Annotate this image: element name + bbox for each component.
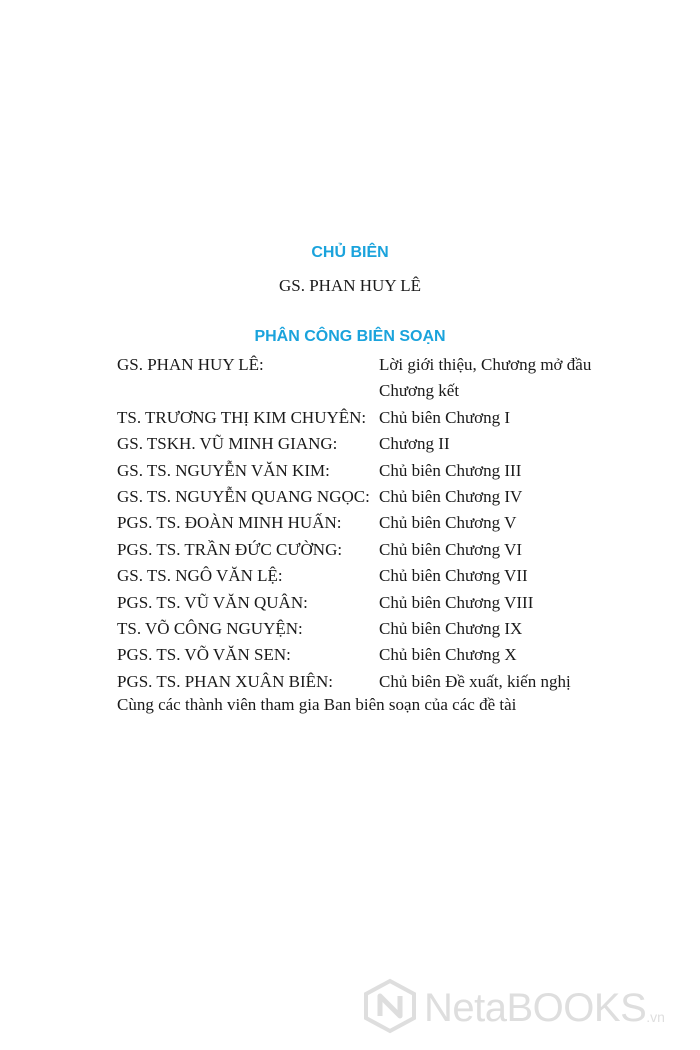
assignment-row (117, 510, 617, 536)
assignment-role: Lời giới thiệu, Chương mở đầu (379, 355, 592, 374)
assignment-person: PGS. TS. VŨ VĂN QUÂN: (117, 592, 308, 612)
editor-name: GS. PHAN HUY LÊ (279, 276, 421, 295)
assignment-person: PGS. TS. TRẦN ĐỨC CƯỜNG: (117, 539, 343, 559)
assignment-row (117, 378, 617, 404)
assignment-role: Chủ biên Chương IX (379, 619, 523, 639)
assignment-person: TS. VÕ CÔNG NGUYỆN: (117, 619, 303, 639)
assignment-person (117, 378, 379, 404)
assignment-person: GS. PHAN HUY LÊ: (117, 355, 264, 374)
assignment-row (117, 563, 617, 589)
assignment-role: Chủ biên Chương IV (379, 487, 523, 507)
assignment-row (117, 352, 617, 378)
assignment-role: Chủ biên Chương VIII (379, 592, 534, 612)
assignment-role: Chủ biên Đề xuất, kiến nghị (379, 671, 571, 691)
assignment-row (117, 642, 617, 668)
assignment-row (117, 405, 617, 431)
assignment-table (117, 352, 617, 695)
watermark-brand: NetaBOOKS (424, 985, 647, 1030)
assignment-heading: PHÂN CÔNG BIÊN SOẠN (254, 328, 446, 345)
assignment-role: Chủ biên Chương VI (379, 539, 523, 559)
netabooks-logo-icon (362, 978, 418, 1039)
assignment-row (117, 616, 617, 642)
assignment-role: Chủ biên Chương VII (379, 566, 528, 586)
assignment-person: PGS. TS. PHAN XUÂN BIÊN: (117, 671, 333, 691)
assignment-row (117, 484, 617, 510)
assignment-person: GS. TS. NGÔ VĂN LỆ: (117, 566, 283, 586)
assignment-person: GS. TSKH. VŨ MINH GIANG: (117, 434, 338, 454)
footer-note: Cùng các thành viên tham gia Ban biên soạn của các đề tài (117, 695, 517, 714)
assignment-person: TS. TRƯƠNG THỊ KIM CHUYÊN: (117, 407, 367, 427)
assignment-row (117, 431, 617, 457)
assignment-role: Chủ biên Chương I (379, 407, 511, 427)
assignment-role: Chương II (379, 434, 450, 454)
assignment-person: PGS. TS. ĐOÀN MINH HUẤN: (117, 513, 342, 533)
assignment-row (117, 590, 617, 616)
assignment-person: GS. TS. NGUYỄN QUANG NGỌC: (117, 487, 370, 507)
editor-heading: CHỦ BIÊN (311, 244, 389, 261)
assignment-person: PGS. TS. VÕ VĂN SEN: (117, 645, 291, 665)
watermark-suffix: .vn (646, 1009, 665, 1025)
watermark (362, 978, 665, 1038)
assignment-role: Chủ biên Chương III (379, 460, 522, 480)
assignment-role: Chương kết (379, 381, 460, 401)
assignment-row (117, 458, 617, 484)
assignment-person: GS. TS. NGUYỄN VĂN KIM: (117, 460, 330, 480)
assignment-row (117, 537, 617, 563)
assignment-role: Chủ biên Chương X (379, 645, 517, 665)
assignment-row (117, 669, 617, 695)
assignment-role: Chủ biên Chương V (379, 513, 517, 533)
